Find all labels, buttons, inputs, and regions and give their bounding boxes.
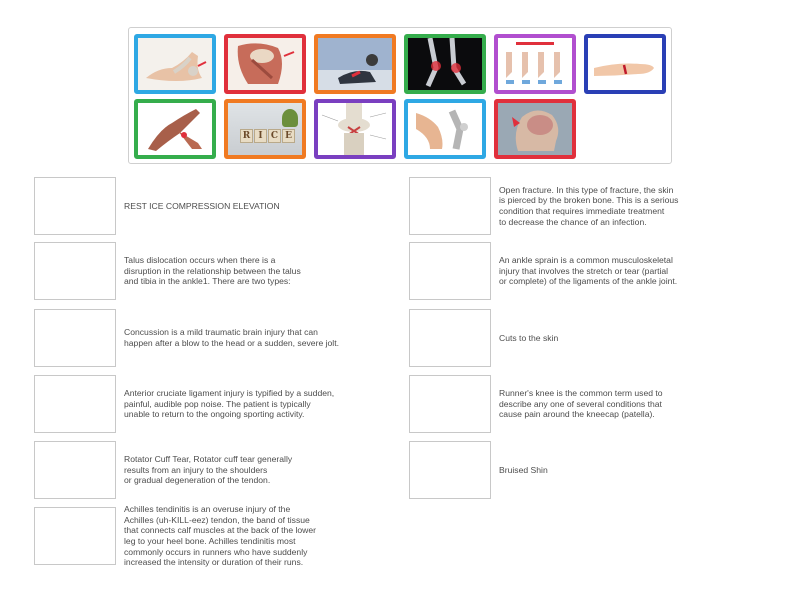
- drop-zone[interactable]: [409, 177, 491, 235]
- image-tray: [128, 27, 672, 164]
- drop-zone[interactable]: [34, 507, 116, 565]
- tile-sprain-grades-chart[interactable]: [494, 34, 576, 94]
- drop-zone[interactable]: [409, 441, 491, 499]
- knee-diagram-image: [318, 103, 392, 155]
- tile-shoulder-rotator-cuff[interactable]: [224, 34, 306, 94]
- description-ankle-sprain: An ankle sprain is a common musculoskeletal injury that involves the stretch or tear (partial or complete) of the ligaments of the ankle joint.: [499, 255, 678, 287]
- tile-head-concussion[interactable]: [494, 99, 576, 159]
- drop-zone[interactable]: [34, 309, 116, 367]
- tile-knee-ligament-diagram[interactable]: [314, 99, 396, 159]
- sprain-chart-image: [498, 38, 572, 90]
- cut-finger-image: [588, 38, 662, 90]
- rice-block-e: E: [282, 129, 295, 143]
- rice-block-c: C: [268, 129, 281, 143]
- runner-injury-image: [318, 38, 392, 90]
- tile-achilles-leg[interactable]: [134, 99, 216, 159]
- drop-zone[interactable]: [34, 177, 116, 235]
- drop-zone[interactable]: [409, 375, 491, 433]
- tile-cut-finger[interactable]: [584, 34, 666, 94]
- description-cuts-to-skin: Cuts to the skin: [499, 332, 559, 343]
- tile-injured-runner-knee[interactable]: [314, 34, 396, 94]
- description-talus-dislocation: Talus dislocation occurs when there is a disruption in the relationship between the talus and tibia in the ankle1. There are two types:: [124, 255, 301, 287]
- drop-zone[interactable]: [34, 441, 116, 499]
- kneecap-image: [408, 103, 482, 155]
- foot-bones-image: [138, 38, 212, 90]
- description-achilles-tendinitis: Achilles tendinitis is an overuse injury of the Achilles (uh-KILL-eez) tendon, the band of tissue that connects calf muscles at the back of the lower leg to your heel bone. Achilles tendinitis most commonly occurs in runners who have suddenly increased the intensity or duration of their runs.: [124, 504, 317, 568]
- description-open-fracture: Open fracture. In this type of fracture, the skin is pierced by the broken bone. This is a serious condition that requires immediate treatment to decrease the chance of an infection.: [499, 184, 679, 227]
- drop-zone[interactable]: [409, 242, 491, 300]
- description-acl-injury: Anterior cruciate ligament injury is typified by a sudden, painful, audible pop noise. The patient is typically unable to return to the ongoing sporting activity.: [124, 388, 335, 420]
- xray-ankle-image: [408, 38, 482, 90]
- tile-foot-ankle-bones[interactable]: [134, 34, 216, 94]
- drop-zone[interactable]: [34, 375, 116, 433]
- drop-zone[interactable]: [34, 242, 116, 300]
- head-concussion-image: [498, 103, 572, 155]
- description-bruised-shin: Bruised Shin: [499, 464, 548, 475]
- rice-block-r: R: [240, 129, 253, 143]
- achilles-leg-image: [138, 103, 212, 155]
- tile-ankle-xray[interactable]: [404, 34, 486, 94]
- shoulder-anatomy-image: [228, 38, 302, 90]
- description-concussion: Concussion is a mild traumatic brain injury that can happen after a blow to the head or a sudden, severe jolt.: [124, 327, 339, 348]
- description-rotator-cuff-tear: Rotator Cuff Tear, Rotator cuff tear generally results from an injury to the shoulders or gradual degeneration of the tendon.: [124, 454, 293, 486]
- drop-zone[interactable]: [409, 309, 491, 367]
- rice-blocks-image: [228, 103, 302, 155]
- description-runners-knee: Runner's knee is the common term used to describe any one of several conditions that cause pain around the kneecap (patella).: [499, 388, 663, 420]
- tile-rice-blocks[interactable]: [224, 99, 306, 159]
- tile-knee-kneecap[interactable]: [404, 99, 486, 159]
- rice-block-i: I: [254, 129, 267, 143]
- description-rice: REST ICE COMPRESSION ELEVATION: [124, 200, 280, 211]
